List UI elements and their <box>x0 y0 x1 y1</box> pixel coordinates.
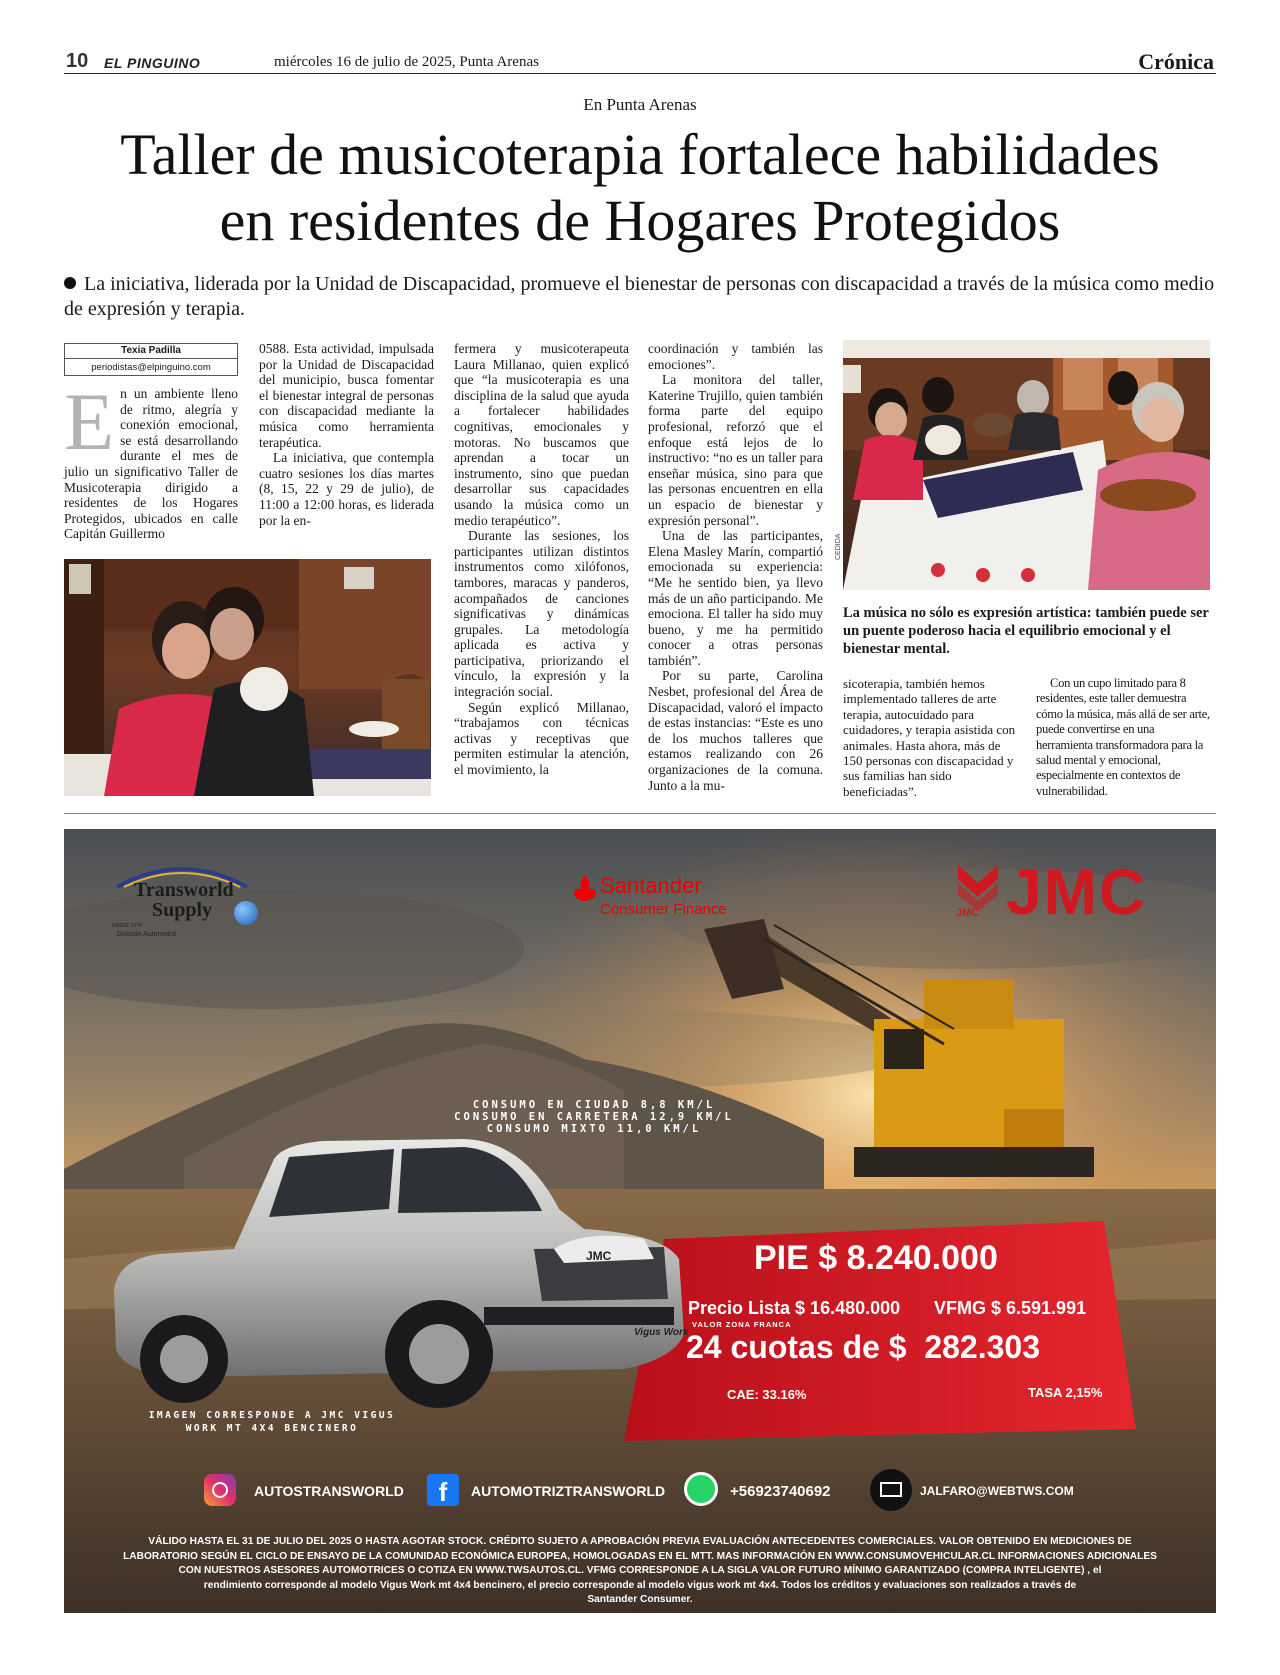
jmc-brand: JMC <box>1006 856 1148 928</box>
jmc-emblem-icon <box>954 861 1002 911</box>
legal-line: Santander Consumer. <box>587 1594 693 1606</box>
kicker: En Punta Arenas <box>583 95 697 114</box>
workshop-photo-1 <box>64 559 431 796</box>
date-line: miércoles 16 de julio de 2025, Punta Arenas <box>274 54 539 70</box>
consumption-highway: CONSUMO EN CARRETERA 12,9 KM/L <box>454 1111 734 1123</box>
newspaper-name: EL PINGUINO <box>104 55 201 71</box>
photo-caption: La música no sólo es expresión artística: también puede ser un puente poderoso hacia el equilibrio emocional y el bienestar mental. <box>843 605 1209 657</box>
email-icon[interactable] <box>870 1469 912 1511</box>
article-column-1 <box>64 376 238 542</box>
author-email[interactable]: periodistas@elpinguino.com <box>91 362 211 373</box>
workshop-photo-1-image <box>64 559 431 796</box>
workshop-photo-2-image <box>843 340 1210 590</box>
column-4-paragraph: Una de las participantes, Elena Masley Marín, compartió emocionada su experiencia: “Me he sentido bien, ya llevo más de un año participando. Me emociona. El taller ha sido muy bueno, y me ha permitido conocer a otras personas también”. <box>648 528 823 668</box>
column-2-paragraph: 0588. Esta actividad, impulsada por la Unidad de Discapacidad del municipio, busca fomentar el bienestar integral de personas con discapacidad mediante la música como herramienta terapéutica. <box>259 341 434 450</box>
headline-line-2: en residentes de Hogares Protegidos <box>219 188 1061 253</box>
bullet-icon <box>64 277 76 289</box>
installments: 24 cuotas de $ 282.303 <box>686 1329 1040 1365</box>
column-1-text: n un ambiente lleno de ritmo, alegría y conexión emocional, se está desarrollando durante el mes de julio un significativo Taller de Musicoterapia dirigido a residentes de los Hogares Protegidos, ubicados en calle Capitán Guillermo <box>64 386 238 542</box>
santander-name: Santander <box>600 873 702 898</box>
lede-text: La iniciativa, liderada por la Unidad de Discapacidad, promueve el bienestar de personas con discapacidad a través de la música como medio de expresión y terapia. <box>64 273 1215 320</box>
column-5-text: sicoterapia, también hemos implementado talleres de arte terapia, autocuidado para cuidadores, y terapia asistida con animales. Hasta ahora, más de 150 personas con discapacidad y sus familias han sido beneficiadas”. <box>843 676 1016 799</box>
consumption-mixed: CONSUMO MIXTO 11,0 KM/L <box>486 1123 702 1135</box>
legal-line: rendimiento corresponde al modelo Vigus Work mt 4x4 bencinero, el precio corresponde al modelo vigus work mt 4x4. Todos los créditos y evaluaciones son realizados a través de <box>203 1579 1077 1591</box>
section-name: Crónica <box>1138 49 1214 74</box>
workshop-photo-2 <box>843 340 1210 590</box>
jmc-small-label: JMC <box>956 907 980 919</box>
author-name: Texia Padilla <box>65 344 237 359</box>
byline <box>64 343 238 376</box>
legal-disclaimer <box>80 1535 1200 1608</box>
fuel-consumption-block <box>384 1099 804 1135</box>
legal-line: VÁLIDO HASTA EL 31 DE JULIO DEL 2025 O HASTA AGOTAR STOCK. CRÉDITO SUJETO A APROBACIÓN PREVIA EVALUACIÓN ANTECEDENTES COMERCIALES. VALOR OBTENIDO EN MEDICIONES DE <box>148 1536 1132 1547</box>
article-column-2 <box>259 341 434 528</box>
facebook-icon[interactable]: f <box>427 1474 459 1506</box>
lede <box>64 272 1216 322</box>
jmc-logo <box>954 856 1184 929</box>
globe-icon <box>234 901 258 925</box>
dealer-division: División Automotriz <box>117 931 177 938</box>
instagram-handle[interactable]: AUTOSTRANSWORLD <box>254 1483 404 1499</box>
column-6-text: Con un cupo limitado para 8 residentes, este taller demuestra cómo la música, más allá de ser arte, puede convertirse en una herramienta transformadora para la salud mental y emocional, especialmente en contextos de vulnerabilidad. <box>1036 676 1210 798</box>
tasa-rate: TASA 2,15% <box>1028 1385 1103 1400</box>
column-4-paragraph: coordinación y también las emociones”. <box>648 341 823 372</box>
precio-lista: Precio Lista $ 16.480.000 <box>688 1298 901 1318</box>
pie-price: PIE $ 8.240.000 <box>754 1239 998 1277</box>
truck-badge: Vigus Work <box>634 1327 689 1338</box>
transworld-supply-logo <box>112 859 252 939</box>
santander-logo <box>570 873 770 923</box>
santander-sub: Consumer Finance <box>600 901 727 918</box>
column-3-paragraph: Durante las sesiones, los participantes utilizan distintos instrumentos como xilófonos, tambores, maracas y panderos, acompañados de canciones significativas y dinámicas grupales. La metodología aplicada es activa y participativa, priorizando el vínculo, la expresión y la integración social. <box>454 528 629 700</box>
instagram-icon[interactable] <box>204 1474 236 1506</box>
column-4-paragraph: La monitora del taller, Katerine Trujillo, quien también forma parte del equipo profesional, reforzó que el enfoque está lejos de lo instructivo: “no es un taller para enseñar música, sino para que las personas encuentren en ella un espacio de bienestar y expresión personal”. <box>648 372 823 528</box>
article-column-6 <box>1036 676 1210 799</box>
jmc-advertisement[interactable] <box>64 829 1216 1613</box>
dealer-name-line1: Transworld <box>134 879 234 901</box>
santander-flame-icon <box>570 873 600 903</box>
column-3-paragraph: fermera y musicoterapeuta Laura Millanao, quien explicó que “la musicoterapia es una disciplina de la salud que ayuda a fortalecer habilidades cognitivas, emocionales y motoras. No buscamos que aprendan a tocar un instrumento, sino que puedan desarrollar sus capacidades usando la música como un medio terapéutico”. <box>454 341 629 528</box>
section-divider <box>64 813 1216 814</box>
column-2-paragraph: La iniciativa, que contempla cuatro sesiones los días martes (8, 15, 22 y 29 de julio), de 11:00 a 12:00 horas, es liderada por la en- <box>259 450 434 528</box>
legal-line: CON NUESTROS ASESORES AUTOMOTRICES O COTIZA EN WWW.TWSAUTOS.CL. VFMG CORRESPONDE A LA SIGLA VALOR FUTURO MÍNIMO GARANTIZADO (COMPRA INTELIGENTE) , el <box>178 1565 1102 1577</box>
cae-rate: CAE: 33.16% <box>727 1387 807 1402</box>
page-number: 10 <box>66 50 89 72</box>
photo-credit: CEDIDA <box>835 533 842 560</box>
email-address[interactable]: JALFARO@WEBTWS.COM <box>920 1484 1074 1498</box>
column-3-paragraph: Según explicó Millanao, “trabajamos con técnicas activas y receptivas que permiten estimular la atención, el movimiento, la <box>454 699 629 778</box>
facebook-handle[interactable]: AUTOMOTRIZTRANSWORLD <box>471 1483 666 1499</box>
headline <box>40 122 1240 254</box>
whatsapp-number[interactable]: +56923740692 <box>730 1483 831 1500</box>
whatsapp-icon[interactable] <box>684 1472 718 1506</box>
truck-grille-label: JMC <box>586 1249 612 1263</box>
drop-cap: E <box>64 376 115 467</box>
article-column-3 <box>454 341 629 778</box>
valor-zona-franca: VALOR ZONA FRANCA <box>692 1320 792 1329</box>
headline-line-1: Taller de musicoterapia fortalece habilidades <box>120 122 1160 187</box>
dealer-since: DESDE 1974 <box>112 923 142 929</box>
page-header <box>64 48 1216 74</box>
column-4-paragraph: Por su parte, Carolina Nesbet, profesional del Área de Discapacidad, valoró el impacto de estas instancias: “Este es uno de los muchos talleres que estamos realizando con 26 organizaciones de la comuna. Junto a la mu- <box>648 668 823 793</box>
article-column-4 <box>648 341 823 793</box>
image-disclaimer: IMAGEN CORRESPONDE A JMC VIGUS WORK MT 4X4 BENCINERO <box>148 1410 396 1434</box>
article-column-5 <box>843 676 1016 799</box>
legal-line: LABORATORIO SEGÚN EL CICLO DE ENSAYO DE LA COMUNIDAD ECONÓMICA EUROPEA, HOMOLOGADAS EN EL MTT. MAS INFORMACIÓN EN WWW.CONSUMOVEHICULAR.CL INFORMACIONES ADICIONALES <box>123 1550 1157 1562</box>
dealer-name-line2: Supply <box>152 899 213 921</box>
consumption-city: CONSUMO EN CIUDAD 8,8 KM/L <box>472 1099 716 1111</box>
vfmg-price: VFMG $ 6.591.991 <box>934 1298 1087 1318</box>
